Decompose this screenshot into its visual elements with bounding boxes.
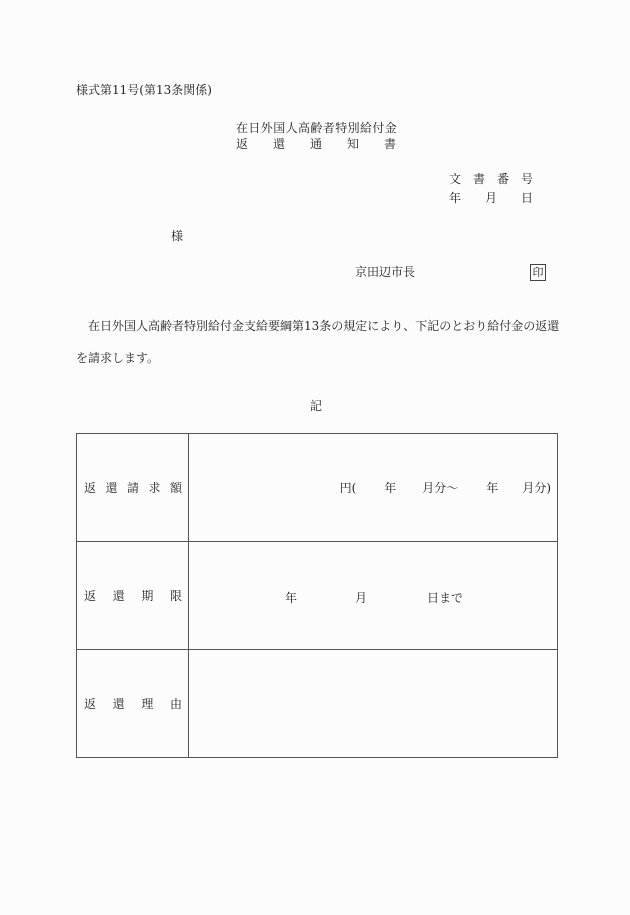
doc-number-char: 号: [520, 172, 533, 186]
deadline-year-label: 年: [285, 590, 298, 605]
table-row-deadline: [77, 542, 558, 650]
amount-yen-label: 円(: [339, 481, 357, 495]
label-char: 返: [84, 697, 97, 711]
ki-heading: 記: [310, 399, 323, 413]
doc-number-char: 書: [472, 172, 485, 186]
seal-stamp-icon: 印: [530, 264, 546, 281]
title-char: 還: [272, 137, 285, 151]
document-title: [236, 122, 398, 150]
addressee-honorific: 様: [171, 229, 184, 243]
issuer-name: 京田辺市長: [355, 265, 416, 279]
document-meta: [449, 173, 533, 211]
label-char: 額: [169, 481, 182, 495]
deadline-month-label: 月: [355, 590, 368, 605]
label-char: 請: [126, 481, 139, 495]
label-char: 限: [169, 589, 182, 603]
from-month-label: 月分～: [422, 481, 459, 495]
label-char: 求: [148, 481, 161, 495]
to-month-label: 月分): [522, 481, 551, 495]
date-month-label: 月: [484, 191, 497, 205]
title-line-2: [236, 138, 396, 150]
title-char: 知: [346, 137, 359, 151]
deadline-day-label: 日まで: [427, 590, 464, 605]
label-cell-reason: [77, 650, 189, 758]
label-char: 返: [84, 481, 97, 495]
title-char: 返: [236, 137, 249, 151]
table-row-amount: [77, 434, 558, 542]
label-char: 期: [141, 589, 154, 603]
doc-number-char: 番: [496, 172, 509, 186]
value-cell-deadline[interactable]: [189, 542, 558, 650]
from-year-label: 年: [384, 481, 397, 495]
document-number-field[interactable]: [449, 173, 533, 192]
label-char: 還: [112, 589, 125, 603]
label-char: 理: [141, 697, 154, 711]
date-year-label: 年: [449, 191, 462, 205]
label-char: 由: [169, 697, 182, 711]
document-date-field[interactable]: [449, 192, 533, 211]
date-day-label: 日: [520, 191, 533, 205]
form-number: 様式第11号(第13条関係): [76, 83, 212, 97]
label-cell-amount: [77, 434, 189, 542]
title-char: 書: [383, 137, 396, 151]
title-line-1: 在日外国人高齢者特別給付金: [236, 121, 398, 135]
label-cell-deadline: [77, 542, 189, 650]
table-row-reason: [77, 650, 558, 758]
repayment-details-table: [76, 433, 558, 758]
doc-number-char: 文: [449, 172, 462, 186]
label-char: 還: [105, 481, 118, 495]
value-cell-amount[interactable]: [189, 434, 558, 542]
label-char: 返: [84, 589, 97, 603]
value-cell-reason[interactable]: [189, 650, 558, 758]
title-char: 通: [309, 137, 322, 151]
body-paragraph: 在日外国人高齢者特別給付金支給要綱第13条の規定により、下記のとおり給付金の返還を請求します。: [76, 319, 560, 365]
to-year-label: 年: [486, 481, 499, 495]
label-char: 還: [112, 697, 125, 711]
